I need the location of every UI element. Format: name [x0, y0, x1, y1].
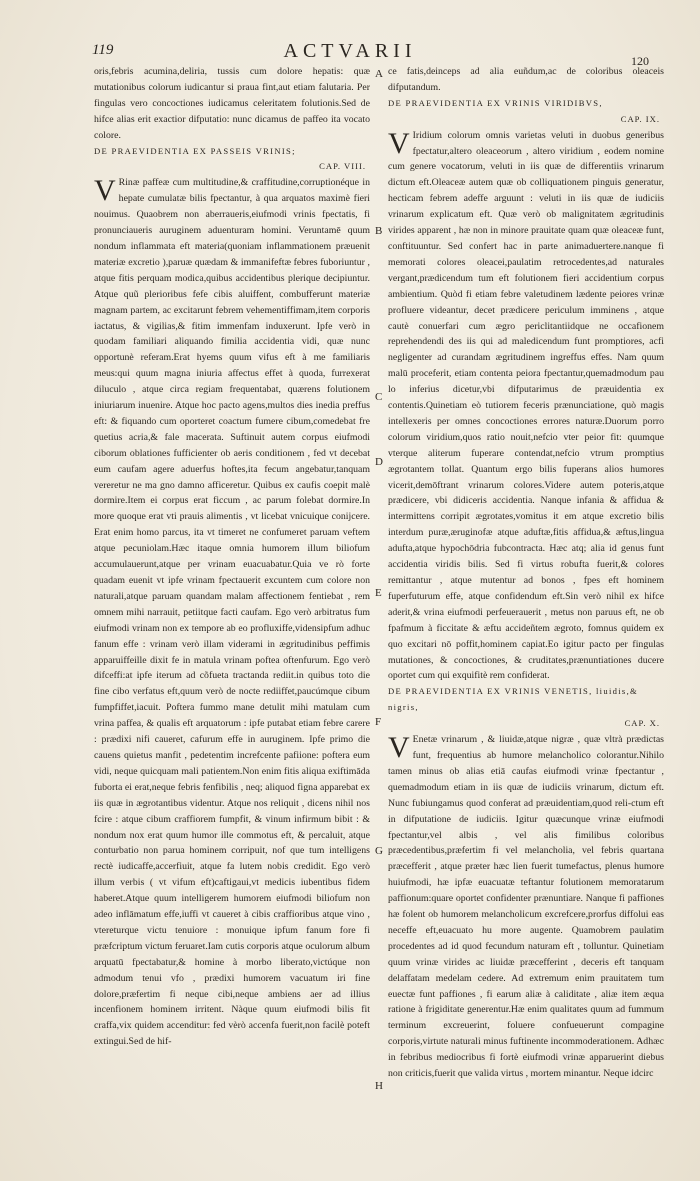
- section-heading-passeis: DE PRAEVIDENTIA EX PASSEIS VRINIS;: [94, 145, 296, 156]
- right-paragraph-chapter-x: [388, 732, 664, 1082]
- left-column: [94, 64, 370, 1164]
- margin-letter-h: H: [375, 1080, 383, 1092]
- margin-letter-c: C: [375, 391, 383, 403]
- chapter-label-viii: CAP. VIII.: [319, 161, 366, 172]
- drop-cap: V: [388, 731, 410, 765]
- chapter-ix-text: Iridium colorum omnis varietas veluti in duobus generibus fpectatur,altero oleaceorum , altero viridium , eodem nomine cum genere vocatorum, veluti in iis quæ de differentiis vrinarum dictum eft.Oleaceæ autem quæ ob colliquationem pinguis generatur, hecticam febrem adeffe arguunt : veluti in iis quæ de iudiciis vrinarum explicatum eft. Quæ verò ob malignitatem ægritudinis virides apparent , hæ non in minore prauitate quam quæ oleaceæ funt, conftituuntur. Sed confert hac in parte animaduertere.nanque fi memorati colores oleacei,paulatim retrocedentes,ad naturales vergant,prædicendum tum eft folutionem fieri accidentium corpus ambientium. Quòd fi etiam febre valetudinem lædente peiores vrinæ profluere videantur, decet prædicere periculum imminens , atque cautè conuerfari cum ægro periclitantiidque ne occafionem reprehendendi des iis qui ad maledicendum funt promptiores, acfi negligenter ad curandam ægritudinem ingreffus effes. Nam quum malū proceferit, etiam contenta peiora fpectantur,quemadmodum pau lo inferius dicetur,vbi difputarimus de præuidentia ex contentis.Quinetiam eò tutiorem feceris prænunciatione, quò magis intellexeris per omnes concoctiones errores naturæ.Duorum porro colorum viridium,quos ratio nouit,nefcio vter peior fit: quumque vterque aliterum fuperare contendat,nefcio vtrum promptius ægrotantem tollat. Quantum ergo bilis fuperans alios humores vicerit,demōftrant vrinarum colores.Videre autem poteris,atque prædicere, vbi didiceris accidentia. Nanque infania & affidua & intermittens corripit ægrotates,vomitus it em atque excretio bilis interdum puræ,æruginofæ atque aduftæ,fitis affidua,& æftus,lingua adufta,atque hypochōdria fubcontracta. Hæc atq; alia id genus funt accidentia viridis bilis. Sed fi virtus robufta fuerit,& colores remittantur , atque mutentur ad bonos , fpes eft hominem fuperfuturum effe, atque confidendum eft.Sin verò nihil ex hifce aderit,& vrina eiufmodi perfeuerauerit , metus non paruus eft, ne ob fpafmum à ficcitate & æftu accideñtem ægroto, fomnus quidem ex quo excitari nō poffit,hominem capiat.Eo igitur pacto per fingulas mutationes, & concoctiones, & cruditates,prænuntiationes ducere oportet cum qui exquifitè rem confiderat.: [388, 129, 664, 682]
- chapter-label-x: CAP. X.: [624, 718, 660, 729]
- chapter-x-text: Enetæ vrinarum , & liuidæ,atque nigræ , quæ vltrà prædictas funt, frequentius ab humore melancholico colorantur.Nihilo tamen minus ob alias etiā caufas eiufmodi vrinæ fpectantur , quemadmodum etiam in iis quæ de iudiciis vrinarum, dictum eft. Nunc fubiungamus quod conferat ad præuidentiam,quod reli-ctum eft in difputatione de iudiciis. Igitur quæcunque vrinæ eiufmodi fpectantur,vel albis , vel alis fimilibus coloribus præcedentibus,præfertim fi vel melancholia, vel febris quartana præcefferit , atque præter hæc lien fuerit tumefactus, plenus humore huiufmodi, hæ ipfæ euacuatæ teftantur folutionem memoratarum paffionum:quare oportet confidenter prænuntiare. Nanque fi paffiones hæ folent ob humorem melancholicum excrefcere,prorfus diffolui eas neceffe eft,euacuato hu more augente. Quamobrem paulatim procedentes ad id quod fecundum naturam eft , tolluntur. Quinetiam quum vrinæ virides ac liuidæ præcefferint , deceris eft tanquam delaffatam medelam cedere. Ad extremum enim prauitatem tum euectæ funt paffiones , fi earum aliæ à caliditate , aliæ item æqua ratione à frigiditate generentur.Hæ enim qualitates quum ad fummum terminum excreuerint, foluere confueuerunt compagine corporis,virtute naturali minus fuftinente incommoderationem. Adhæc in febribus mediocribus fi fortè eiufmodi vrinæ apparuerint diebus non criticis,fuerit que valida virtus , mortem minantur. Neque idcirc: [388, 734, 664, 1080]
- left-paragraph-continuation: oris,febris acumina,deliria, tussis cum dolore hepatis: quæ mutationibus colorum iudicantur si praua fint,aut etiam falutaria. Per fingulas vero concoctiones iudicamus celeritatem folutionis.Sed de hifce alias erit exactior difputatio: nunc dicamus de paffeo ita vocato colore.: [94, 66, 370, 141]
- running-head: ACTVARII: [283, 40, 417, 62]
- section-heading-viridibus: DE PRAEVIDENTIA EX VRINIS VIRIDIBVS,: [388, 97, 603, 108]
- margin-letter-g: G: [375, 845, 383, 857]
- chapter-label-ix: CAP. IX.: [620, 113, 660, 124]
- page-number-right: 120: [631, 54, 649, 68]
- left-paragraph-chapter-viii: [94, 175, 370, 1050]
- drop-cap: V: [94, 174, 116, 208]
- section-heading-venetis: DE PRAEVIDENTIA EX VRINIS VENETIS, liuidis,& nigris,: [388, 686, 639, 713]
- margin-letter-b: B: [375, 225, 383, 237]
- chapter-viii-text: Rinæ paffeæ cum multitudine,& craffitudine,corruptionéque in hepate cumulatæ bilis fpectantur, à qua arquatos maximè fieri nouimus. Quaobrem non aberraueris,eiufmodi vrinis fpectatis, fi pronunciaueris auruginem aduenturam homini. Veruntamē quum nondum inflammata eft materia(quoniam inflammationem præuenit materiæ excretio ),paruæ quædam & immanifeftæ febres fuboriuntur , atque fitis perquam modica,quibus accidentibus plerique decipiuntur. Atque quũ plerioribus fefe cibis aluiffent, combufferunt materiæ magnam partem, ac excitarunt febrem vehementiffimam,item corporis iactatus, & vigilias,& fitim immenfam induxerunt. Ipfe verò in quodam familiari aliquando fimilia accidentia vidi, quæ nunc opportunè referam.Erat hyems quum vifus eft à me familiaris meus:qui quum magna iniuria affectus effet à quoda, furrexerat diluculo , atque circa regiam frequentabat, quærens folutionem iniuriarum inuenire. Atque hoc pacto agens,multos dies inedia preffus eft: & fiquando cum oporteret coactum fumere cibum,comedebat fre quetius acria,& fale macerata. Suftinuit autem corpus eiufmodi ciborum oblationes fufficienter ob aeris conditionem , fed vt decebat eum caufam agere aduerfus hoftes,ita fecum angebatur,tanquam vereretur ne ma gno damno afficeretur. Quibus ex caufis coepit malè dormire.Item ei corpus erat ficcum , ac parum folebat dormire.In more quoque erat vti prauis alimentis , vt licebat vnicuique conijcere. Erat enim homo parcus, ita vt timeret ne confumeret paruam veftem atque pecuniolam.Hæc itaque omnia humorem illum biliofum accumulauerunt,atque per vrinam euacuabatur.Quia ve rò forte quadam euenit vt ipfe vrinam fpectauerit excuntem cum colore non naturali,atque paruam quandam malam affectionem fentiebat , rem omnem mihi narrauit, petiitque facti caufam. Ego verò arbitratus fum eiufmodi vrinam non ex tempore ab eo profluxiffe,vidensipfum adhuc fanum effe : vrinam verò illam viderami in ægritudinibus peffimis apparuiffeille dixit fe in matula vrinam poftea oftenfurum. Ego verò difceffi:at ipfe iterum ad cõfueta tractanda rediit.in quibus toto die fine cibo verfatus eft,quum verò de nocte rediiffet,paucúmque cibum fumpfiffet,iacuit. Poftera fummo mane detulit mihi matulam cum vrina paffea, & qualis eft arquatorum : ipfe putabat etiam febre carere : prædixi nifi caueret, cafurum effe in auruginem. Ipfe primo die cauens quietus manfit , pedetentim increfcente pafiione: poftera eum vidi, neque quicquam mali patientem.Non enim fitis aliqua exiftimāda fuborta ei erat,neque febris fenfibilis , neq; aliquod figna apparebat ex iis quæ in ægrotantibus videntur. Atque nos reliquit , dicens nihil nos fcire : atque cibum craffiorem fumpfit, & vinum infirmum bibit : & nondum nox erat quum humor ille commotus eft, & percaluit, atque conturbatio non parua hominem corripuit, nof que tum intelligens rectè iudicaffe,accerfiuit, atque fa lutem nobis credidit. Ego verò illum verbis ( vt vifum eft)caftigaui,vt medicis iubentibus fidem haberet.Atque quum intelligerem humorem eiufmodi biliofum non adeo inflāmatum effe,iuffi vt caueret à cibis craffioribus atque vino , vtereturque victu tenuiore : monuique ipfum fanum fore fi præfcriptum victum feruaret.Iam cutis corporis atque oculorum album arquatū fpectabatur,& homine à morbo liberato,victúque non admodum tenui vfo , prædixi humorem vacuatum iri fine dolore,præfertim fi neque cibi,neque ambiens aer ad illius incenfionem hominem irritent. Nàque quum eiufmodi bilis fit craffa,vix quidem accenditur: fed vèrò accenfa fuerit,non facilè poteft extingui.Sed de hif-: [94, 177, 370, 1048]
- drop-cap: V: [388, 126, 410, 160]
- right-paragraph-continuation: ce fatis,deinceps ad alia euñdum,ac de coloribus oleaceis difputandum.: [388, 66, 664, 93]
- margin-letter-d: D: [375, 456, 383, 468]
- margin-letter-f: F: [375, 716, 382, 728]
- page-number-left: 119: [92, 42, 114, 58]
- right-column: [388, 64, 664, 1164]
- margin-letter-a: A: [375, 68, 383, 80]
- right-paragraph-chapter-ix: [388, 128, 664, 685]
- margin-letter-e: E: [375, 587, 382, 599]
